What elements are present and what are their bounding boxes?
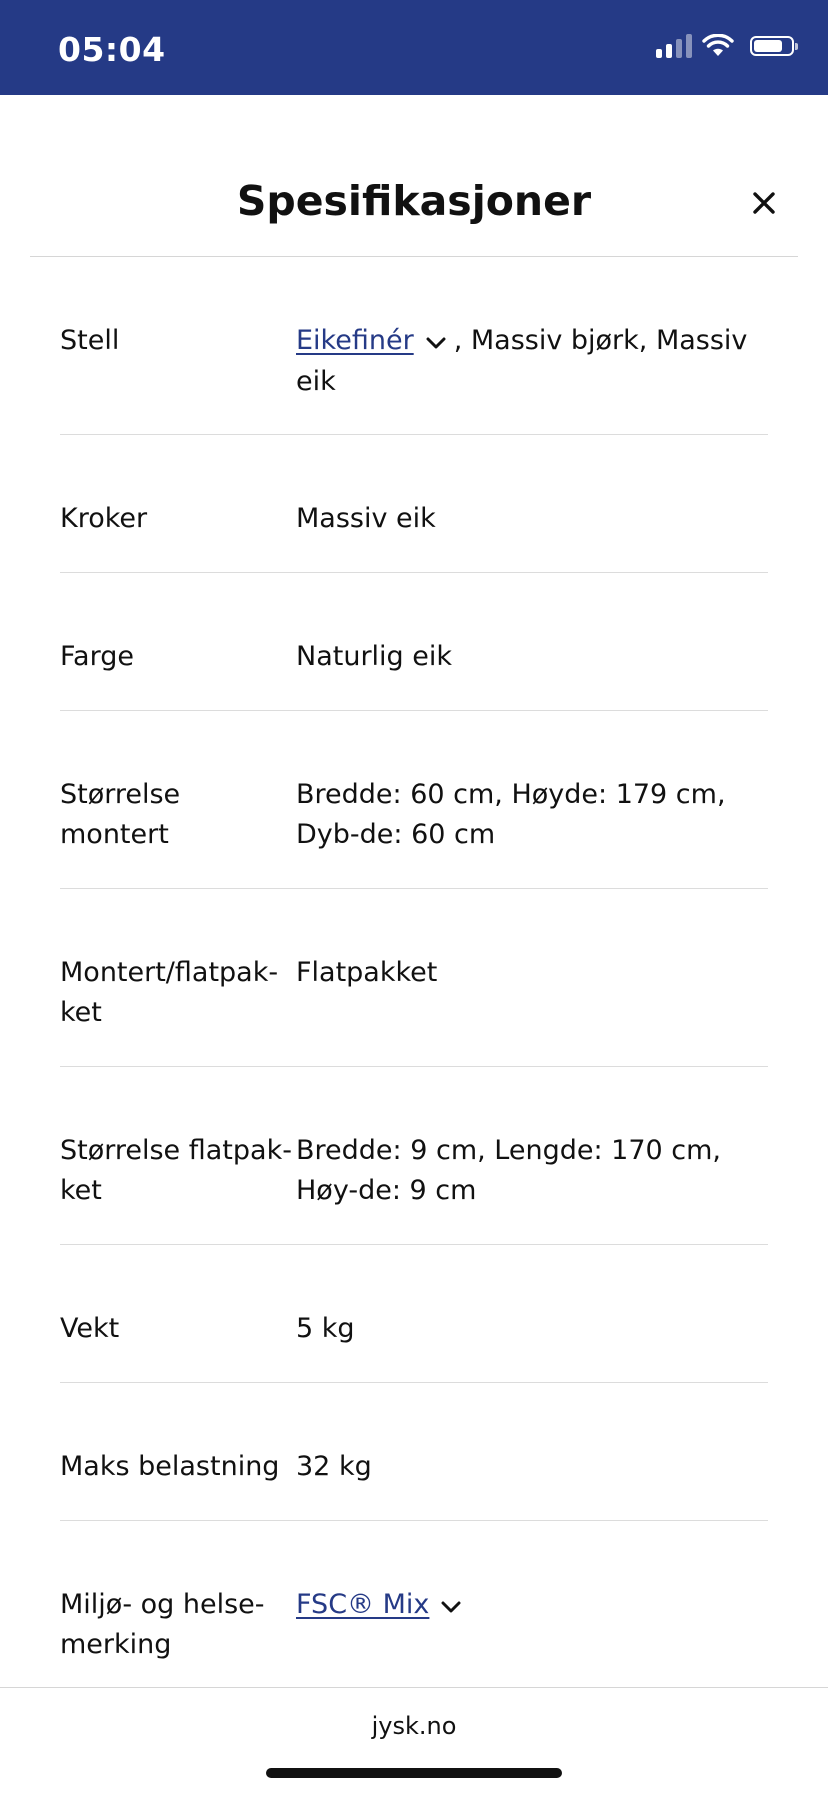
page-title: Spesifikasjoner <box>236 177 592 225</box>
spec-value: Naturlig eik <box>296 641 453 672</box>
spec-value: 5 kg <box>296 1313 355 1344</box>
spec-value: Bredde: 60 cm, Høyde: 179 cm, Dyb-de: 60 cm <box>296 779 726 850</box>
status-icons <box>656 34 794 58</box>
spec-value <box>296 321 768 434</box>
specs-list <box>60 257 768 1699</box>
spec-row-maks-belastning <box>60 1383 768 1521</box>
wifi-icon <box>702 34 734 58</box>
close-button[interactable] <box>744 183 784 223</box>
spec-row-stell <box>60 257 768 435</box>
battery-level <box>754 40 782 52</box>
fsc-mix-link[interactable]: FSC® Mix <box>296 1589 430 1620</box>
spec-value: 32 kg <box>296 1451 372 1482</box>
status-bar <box>0 0 828 95</box>
spec-label: Kroker <box>60 503 148 534</box>
spec-label: Miljø- og helse-merking <box>60 1589 265 1660</box>
spec-value <box>296 1585 768 1699</box>
spec-label: Montert/flatpak-ket <box>60 957 279 1028</box>
battery-icon <box>750 36 794 56</box>
spec-row-kroker <box>60 435 768 573</box>
spec-label: Størrelse montert <box>60 779 181 850</box>
spec-label: Stell <box>60 325 120 356</box>
spec-label: Maks belastning <box>60 1451 280 1482</box>
spec-value-text: , Massiv bjørk, Massiv eik <box>296 325 748 397</box>
chevron-down-icon[interactable] <box>441 1586 461 1626</box>
cellular-signal-icon <box>656 34 692 58</box>
spec-row-miljo-merking <box>60 1521 768 1699</box>
spec-row-vekt <box>60 1245 768 1383</box>
domain-text[interactable]: jysk.no <box>371 1712 457 1740</box>
eikefiner-link[interactable]: Eikefinér <box>296 325 414 356</box>
spec-value: Bredde: 9 cm, Lengde: 170 cm, Høy-de: 9 cm <box>296 1135 721 1206</box>
browser-address-bar[interactable] <box>0 1687 828 1793</box>
spec-label: Vekt <box>60 1313 120 1344</box>
spec-row-storrelse-flatpakket <box>60 1067 768 1245</box>
spec-row-storrelse-montert <box>60 711 768 889</box>
home-indicator[interactable] <box>266 1768 562 1778</box>
close-icon <box>752 191 776 215</box>
spec-value: Flatpakket <box>296 957 438 988</box>
chevron-down-icon[interactable] <box>426 322 446 362</box>
spec-row-farge <box>60 573 768 711</box>
spec-row-montert-flatpakket <box>60 889 768 1067</box>
spec-label: Farge <box>60 641 134 672</box>
spec-label: Størrelse flatpak-ket <box>60 1135 292 1206</box>
header <box>0 95 828 257</box>
spec-value: Massiv eik <box>296 503 436 534</box>
status-time: 05:04 <box>58 30 166 69</box>
